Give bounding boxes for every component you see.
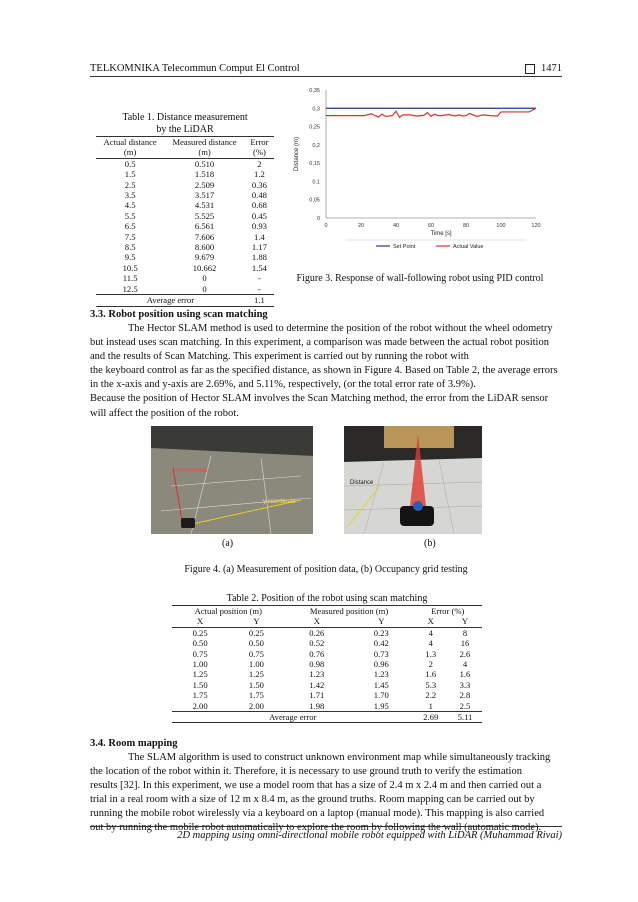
table1-cell: 1.17 [251,242,267,253]
table2-cell: 0.75 [248,648,264,659]
table2-cell: 1.75 [192,690,208,701]
y-tick-label: 0,2 [312,142,320,149]
section-3-4-title: 3.4. Room mapping [90,738,178,749]
running-header [90,63,562,77]
table1-avg-label: Average error [146,295,195,306]
table2-cell: 4 [428,627,433,638]
robot-icon [181,518,195,528]
table2-cell: 1.42 [309,679,325,690]
table2-row [172,669,482,679]
table1-cell: 0.68 [251,200,267,211]
table2-cell: 0.25 [248,627,264,638]
table2-cell: 2.5 [459,700,471,711]
table1-cell: 0.93 [251,221,267,232]
table1-cell: 7.5 [124,231,136,242]
table2-cell: 1.25 [248,669,264,680]
table2-cell: 2.6 [459,648,471,659]
table1-row [96,242,274,252]
table1-cell: 2 [257,158,262,169]
table1-cell: 5.5 [124,210,136,221]
table2-cell: 5.3 [425,679,437,690]
y-tick-label: 0 [316,216,320,222]
table1-header-row [96,137,274,148]
paragraph-line: will affect the position of the robot. [90,407,239,419]
table1-header-row [96,147,274,158]
table2-cell: 1.70 [373,690,389,701]
running-footer: 2D mapping using omni-directional mobile robot equipped with LiDAR (Muhammad Rivai) [90,826,562,841]
table1-caption-line2: by the LiDAR [156,124,214,135]
table1-header-cell: Actual distance [103,137,157,147]
table2-grid [172,605,482,723]
table1-row [96,211,274,221]
paragraph-line: results [32]. In this experiment, we use a model room that has a size of 2.4 m x 2.4 m and then carried out a [90,780,542,792]
section-3-3-body [90,322,562,421]
figure4-caption: Figure 4. (a) Measurement of position data, (b) Occupancy grid testing [184,564,468,575]
y-tick-label: 0,3 [312,106,320,113]
table2-cell: 0.75 [192,648,208,659]
y-tick-label: 0,35 [309,88,320,94]
table2-body [172,627,482,711]
figure4a-y-label: y coordinate [263,499,296,505]
table1-cell: 9.679 [194,252,215,263]
table1-cell: 1.2 [254,169,265,180]
table2-caption: Table 2. Position of the robot using scan matching [226,593,428,604]
table2-cell: 1.6 [459,669,471,680]
table2-cell: 0.52 [309,638,325,649]
paragraph-line: The Hector SLAM method is used to determine the position of the robot without the wheel odometry [128,323,553,334]
table2-cell: 1.00 [248,659,264,670]
table1-cell: 9.5 [124,252,136,263]
table2-row [172,659,482,669]
table1-cell: 2.5 [124,179,136,190]
y-axis-label: Distance (m) [294,136,300,172]
table2-cell: 0.73 [373,648,389,659]
paragraph-line: and the results of Scan Matching. This experiment is carried out by running the robot with [90,351,469,363]
table1-avg-value: 1.1 [254,295,265,306]
table1-cell: 1.518 [194,169,215,180]
table1-cell: 11.5 [122,273,138,284]
square-bullet-icon [525,64,535,74]
table2-cell: 4 [428,638,433,649]
table2-row [172,627,482,638]
x-axis-label: Time [s] [430,231,452,237]
table2-cell: 2.8 [459,690,471,701]
table1-cell: 6.5 [124,221,136,232]
table2-cell: 0.50 [192,638,208,649]
table1-row [96,252,274,262]
figure4b-label: (b) [424,538,436,549]
table1-row [96,169,274,179]
table2-cell: 0.98 [309,659,325,670]
table1-cell: 10.662 [192,262,217,273]
table2-cell: 8 [462,627,468,638]
table2-cell: 1.23 [373,669,389,680]
y-tick-label: 0,25 [309,124,320,131]
table1-cell: 1.88 [251,252,267,263]
table1-cell: 1.4 [254,231,265,242]
table2 [172,593,482,723]
table2-sub-header: Y [253,616,260,627]
table2-group-header: Actual position (m) [194,606,262,616]
table1-header-cell: Error [250,137,269,147]
y-tick-label: 0,15 [309,161,320,168]
table2-cell: 1.50 [192,679,208,690]
figure4a-label: (a) [222,538,234,549]
table2-sub-header: X [197,616,204,627]
table1-cell: 1.54 [251,262,267,273]
table1-cell: - [257,273,261,284]
x-tick-label: 0 [324,223,328,229]
table1-cell: 0 [202,273,207,284]
table1-cell: - [257,283,261,294]
table1-caption [96,112,274,136]
table1-row [96,263,274,273]
table1-cell: 8.5 [124,242,136,253]
figure3-caption: Figure 3. Response of wall-following robot using PID control [296,273,544,284]
table1-cell: 0.45 [251,210,267,221]
table2-avg-y: 5.11 [457,712,473,723]
table1-cell: 0.5 [124,158,136,169]
table2-cell: 4 [462,659,468,670]
table2-row [172,690,482,700]
x-tick-label: 60 [427,223,435,229]
table1-body [96,158,274,294]
table2-cell: 1.6 [425,669,437,680]
table1 [96,112,274,307]
table1-cell: 6.561 [194,221,215,232]
table2-cell: 1.50 [248,679,264,690]
table1-cell: 3.5 [124,190,136,201]
paragraph-line: The SLAM algorithm is used to construct unknown environment map while simultaneously tracking [128,752,551,763]
table1-cell: 0.48 [251,190,267,201]
table1-row [96,284,274,295]
table2-group-header: Measured position (m) [309,606,389,616]
table2-cell: 0.42 [373,638,389,649]
paragraph-line: but instead uses scan matching. In this experiment, a comparison was made between the actual robot position [90,337,549,349]
figure4a-x-label: x coordinate [175,468,208,474]
table2-cell: 1.95 [373,700,389,711]
legend-entry: Actual Value [453,244,484,250]
table1-grid [96,136,274,307]
legend-entry: Set Point [393,244,416,250]
table2-cell: 1.23 [309,669,325,680]
table2-row [172,701,482,712]
figure4b-distance-label: Distance [350,480,374,486]
table1-row [96,200,274,210]
table2-sub-header-row [172,616,482,627]
table1-row [96,158,274,169]
table2-cell: 1 [428,700,433,711]
table1-cell: 10.5 [122,262,138,273]
table1-cell: 0.36 [251,179,267,190]
paragraph-line: in the x-axis and y-axis are 2.69%, and 5.11%, respectively, (or the total error rate of 3.9%). [90,379,476,391]
table2-row [172,649,482,659]
figure4a-photo [151,426,313,534]
table2-cell: 0.23 [373,627,389,638]
section-3-4-body [90,751,562,836]
table2-cell: 16 [460,638,470,649]
table2-cell: 1.25 [192,669,208,680]
table2-cell: 1.45 [373,679,389,690]
table1-caption-line1: Table 1. Distance measurement [122,112,248,123]
y-tick-label: 0,05 [309,197,320,204]
figure4b-photo [344,426,482,534]
x-tick-label: 40 [392,223,400,229]
table2-cell: 1.00 [192,659,208,670]
figure3-chart [288,82,550,264]
table2-cell: 2 [428,659,433,670]
table1-cell: 4.531 [194,200,215,211]
table1-header-cell: Measured distance [172,137,237,147]
table2-sub-header: X [313,616,320,627]
table2-cell: 1.98 [309,700,325,711]
table2-cell: 2.2 [425,690,437,701]
table2-sub-header: Y [461,616,469,627]
table2-sub-header: Y [378,616,385,627]
table1-cell: 0 [202,283,207,294]
table1-row [96,273,274,283]
paragraph-line: the location of the robot within it. Therefore, it is necessary to use ground truth to verify the estimation [90,766,522,778]
table2-row [172,638,482,648]
table1-row [96,232,274,242]
table1-avg-row [96,295,274,306]
section-3-3-title: 3.3. Robot position using scan matching [90,309,268,320]
table2-cell: 3.3 [459,679,471,690]
table2-avg-label: Average error [269,712,317,723]
paragraph-line: Because the position of Hector SLAM involves the Scan Matching method, the error from the LiDAR sensor [90,393,549,405]
table2-avg-x: 2.69 [423,712,439,723]
paragraph-line: running the mobile robot wirelessly via a keyboard on a laptop (manual mode). This mapping is also carried [90,808,545,820]
table2-group-header-row [172,606,482,617]
table1-cell: 7.606 [194,231,215,242]
table2-group-header: Error (%) [431,606,465,616]
table2-cell: 0.26 [309,627,325,638]
page-number: 1471 [541,63,562,74]
table1-row [96,180,274,190]
table1-cell: 12.5 [122,283,138,294]
paragraph-line: trial in a real room with a size of 12 m x 8.4 m, as the ground truths. Room mapping can be carried out by [90,794,535,806]
table1-header-cell: (m) [123,147,137,158]
table2-row [172,680,482,690]
paragraph-line: out by running the mobile robot automatically to explore the room by following the wall (automatic mode). [90,822,542,834]
table2-cell: 1.75 [248,690,264,701]
table2-cell: 2.00 [192,700,208,711]
table2-cell: 1.71 [309,690,325,701]
page-number-group [525,63,562,74]
table2-avg-row [172,712,482,723]
table2-cell: 2.00 [248,700,264,711]
x-tick-label: 100 [496,223,506,229]
table1-row [96,221,274,231]
table2-sub-header: X [427,616,434,627]
series-line-actual-value [326,108,536,117]
journal-title: TELKOMNIKA Telecommun Comput El Control [90,63,300,74]
table1-cell: 8.600 [194,242,215,253]
table1-cell: 2.509 [194,179,215,190]
table2-cell: 0.25 [192,627,208,638]
table1-cell: 5.525 [194,210,215,221]
table1-row [96,190,274,200]
table2-cell: 1.3 [425,648,437,659]
table2-cell: 0.76 [309,648,325,659]
x-tick-label: 80 [462,223,470,229]
table1-cell: 3.517 [194,190,215,201]
y-tick-label: 0,1 [312,179,320,186]
table1-cell: 4.5 [124,200,136,211]
table2-cell: 0.50 [248,638,264,649]
table1-cell: 0.510 [194,158,215,169]
paragraph-line: the keyboard control as far as the specified distance, as shown in Figure 4. Based on Table 2, the average errors [90,365,558,377]
table1-header-cell: (%) [252,147,266,158]
table1-cell: 1.5 [124,169,136,180]
table2-cell: 0.96 [373,659,389,670]
x-tick-label: 120 [531,223,541,229]
x-tick-label: 20 [357,223,365,229]
table1-header-cell: (m) [198,147,211,158]
